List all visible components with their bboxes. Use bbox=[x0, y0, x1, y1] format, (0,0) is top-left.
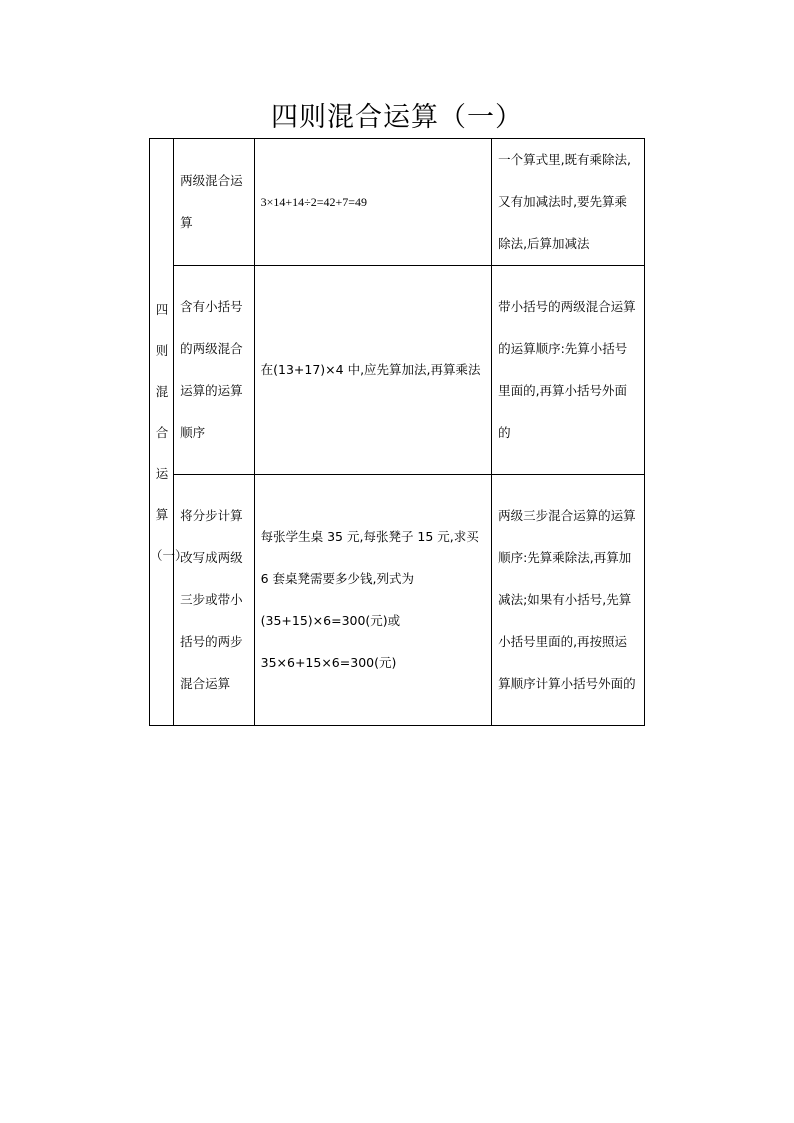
topic-text: 将分步计算改写成两级三步或带小括号的两步混合运算 bbox=[180, 508, 243, 691]
example-text: 每张学生桌 35 元,每张凳子 15 元,求买 6 套桌凳需要多少钱,列式为(35+15)×6=300(元)或35×6+15×6=300(元) bbox=[260, 529, 479, 670]
rule-text: 两级三步混合运算的运算顺序:先算乘除法,再算加减法;如果有小括号,先算小括号里面的,再按照运算顺序计算小括号外面的 bbox=[498, 508, 636, 691]
topic-cell bbox=[174, 475, 254, 726]
side-label-cell bbox=[150, 139, 188, 726]
table-row bbox=[150, 266, 645, 475]
rule-cell bbox=[492, 475, 645, 726]
topic-cell bbox=[174, 139, 254, 266]
summary-table bbox=[149, 138, 645, 726]
page-title: 四则混合运算（一） bbox=[271, 102, 523, 133]
topic-cell bbox=[174, 266, 254, 475]
side-label: 四 则 混 合 运 算 （一） bbox=[150, 301, 188, 563]
topic-text: 两级混合运算 bbox=[180, 173, 243, 230]
table-row bbox=[150, 139, 645, 266]
rule-cell bbox=[492, 139, 645, 266]
topic-text: 含有小括号的两级混合运算的运算顺序 bbox=[180, 299, 243, 440]
rule-text: 一个算式里,既有乘除法,又有加减法时,要先算乘除法,后算加减法 bbox=[498, 152, 632, 251]
rule-text: 带小括号的两级混合运算的运算顺序:先算小括号里面的,再算小括号外面的 bbox=[498, 299, 636, 440]
example-cell bbox=[254, 266, 491, 475]
example-text: 在(13+17)×4 中,应先算加法,再算乘法 bbox=[260, 362, 481, 377]
rule-cell bbox=[492, 266, 645, 475]
example-text: 3×14+14÷2=42+7=49 bbox=[260, 195, 368, 209]
table-row bbox=[150, 475, 645, 726]
example-cell bbox=[254, 475, 491, 726]
example-cell bbox=[254, 139, 491, 266]
